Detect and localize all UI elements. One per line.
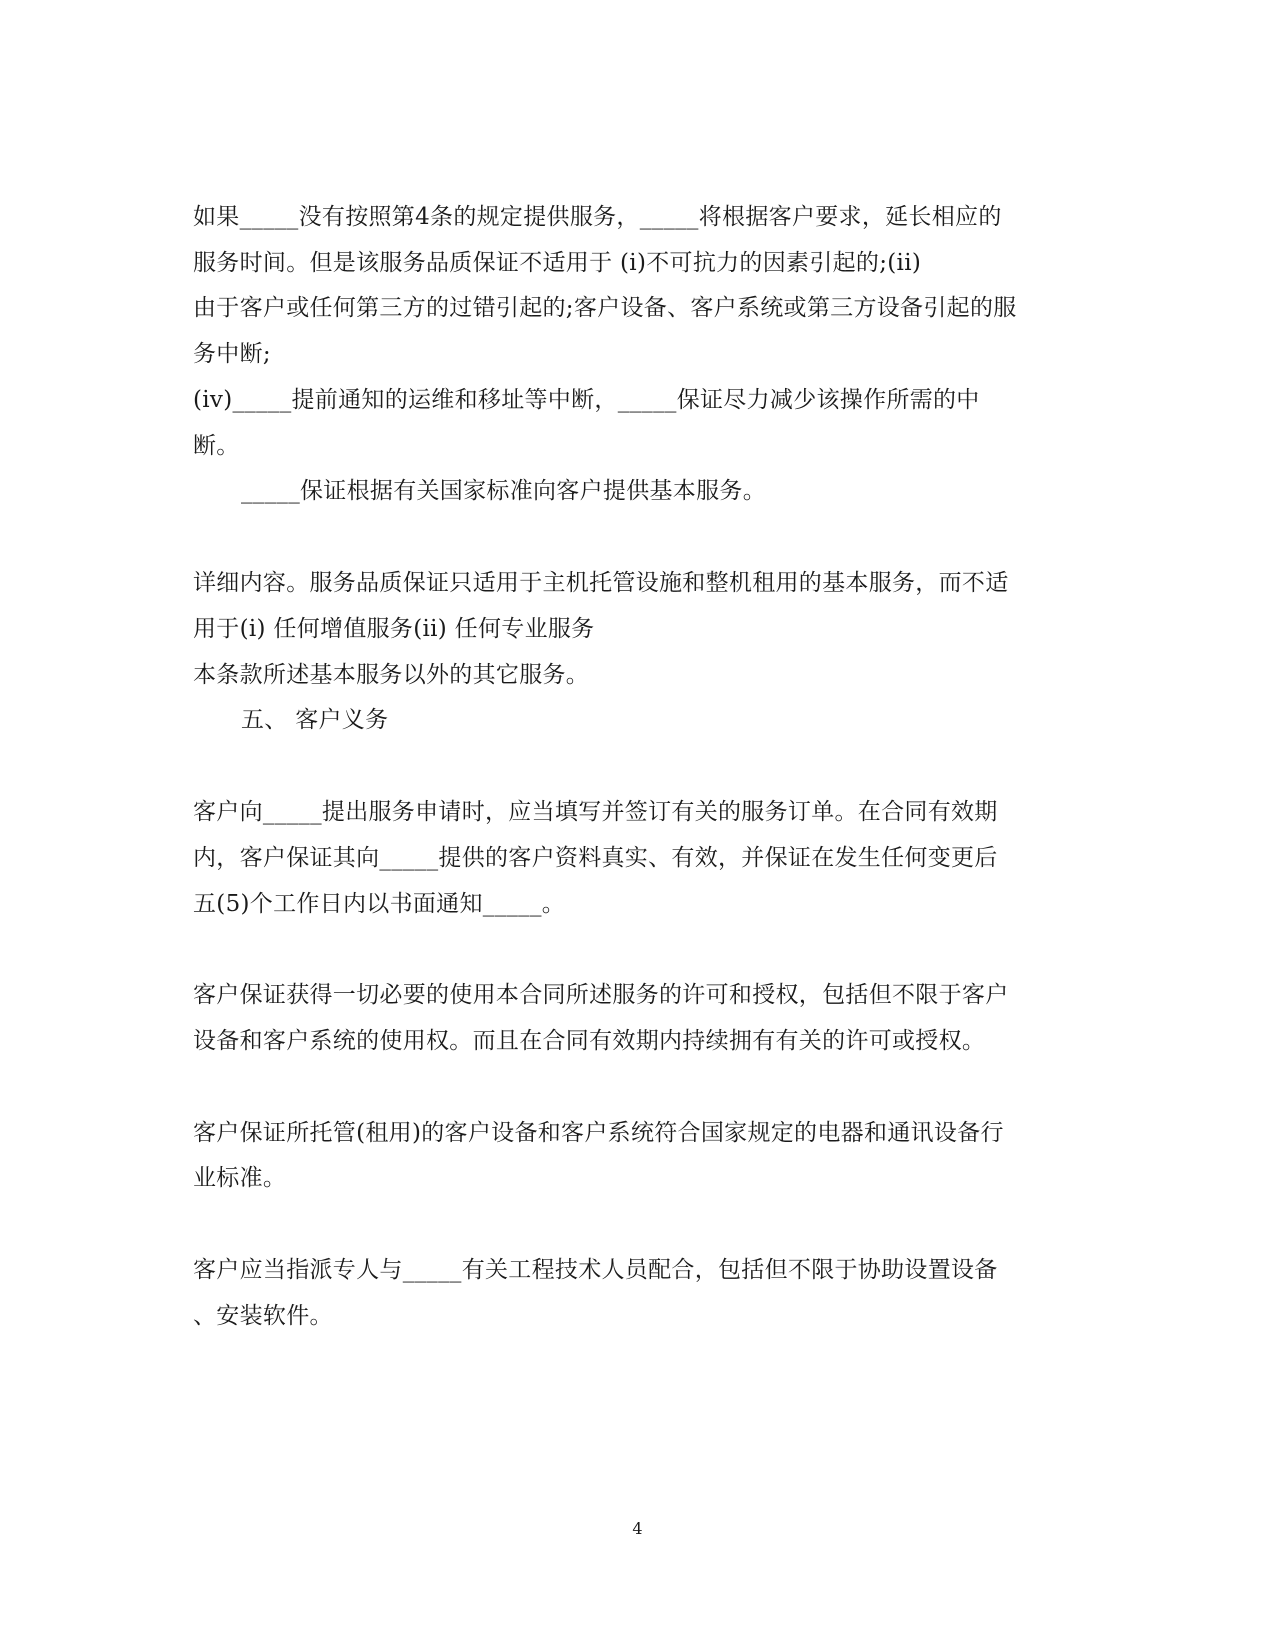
text-line-12: 客户向_____提出服务申请时，应当填写并签订有关的服务订单。在合同有效期 [193, 799, 998, 825]
text-line-15: 客户保证获得一切必要的使用本合同所述服务的许可和授权，包括但不限于客户 [193, 982, 1009, 1008]
text-line-9: 用于(i) 任何增值服务(ii) 任何专业服务 [193, 616, 595, 642]
text-line-16: 设备和客户系统的使用权。而且在合同有效期内持续拥有有关的许可或授权。 [193, 1028, 986, 1054]
text-line-19: 客户应当指派专人与_____有关工程技术人员配合，包括但不限于协助设置设备 [193, 1257, 998, 1283]
text-line-13: 内，客户保证其向_____提供的客户资料真实、有效，并保证在发生任何变更后 [193, 845, 998, 871]
text-line-4: 务中断; [193, 341, 271, 367]
text-line-17: 客户保证所托管(租用)的客户设备和客户系统符合国家规定的电器和通讯设备行 [193, 1120, 1004, 1146]
text-line-18: 业标准。 [193, 1165, 287, 1191]
text-line-8: 详细内容。服务品质保证只适用于主机托管设施和整机租用的基本服务，而不适 [193, 570, 1009, 596]
text-line-20: 、安装软件。 [193, 1303, 333, 1329]
text-line-3: 由于客户或任何第三方的过错引起的;客户设备、客户系统或第三方设备引起的服 [193, 295, 1017, 321]
text-line-5: (iv)_____提前通知的运维和移址等中断，_____保证尽力减少该操作所需的中 [193, 387, 980, 413]
section-heading: 五、 客户义务 [241, 707, 389, 733]
text-line-14: 五(5)个工作日内以书面通知_____。 [193, 891, 566, 917]
text-line-10: 本条款所述基本服务以外的其它服务。 [193, 662, 590, 688]
text-line-2: 服务时间。但是该服务品质保证不适用于 (i)不可抗力的因素引起的;(ii) [193, 250, 922, 276]
text-line-7: _____保证根据有关国家标准向客户提供基本服务。 [241, 478, 766, 504]
page-number: 4 [632, 1519, 643, 1538]
text-line-6: 断。 [193, 433, 240, 459]
text-line-1: 如果_____没有按照第4条的规定提供服务，_____将根据客户要求，延长相应的 [193, 204, 1002, 230]
